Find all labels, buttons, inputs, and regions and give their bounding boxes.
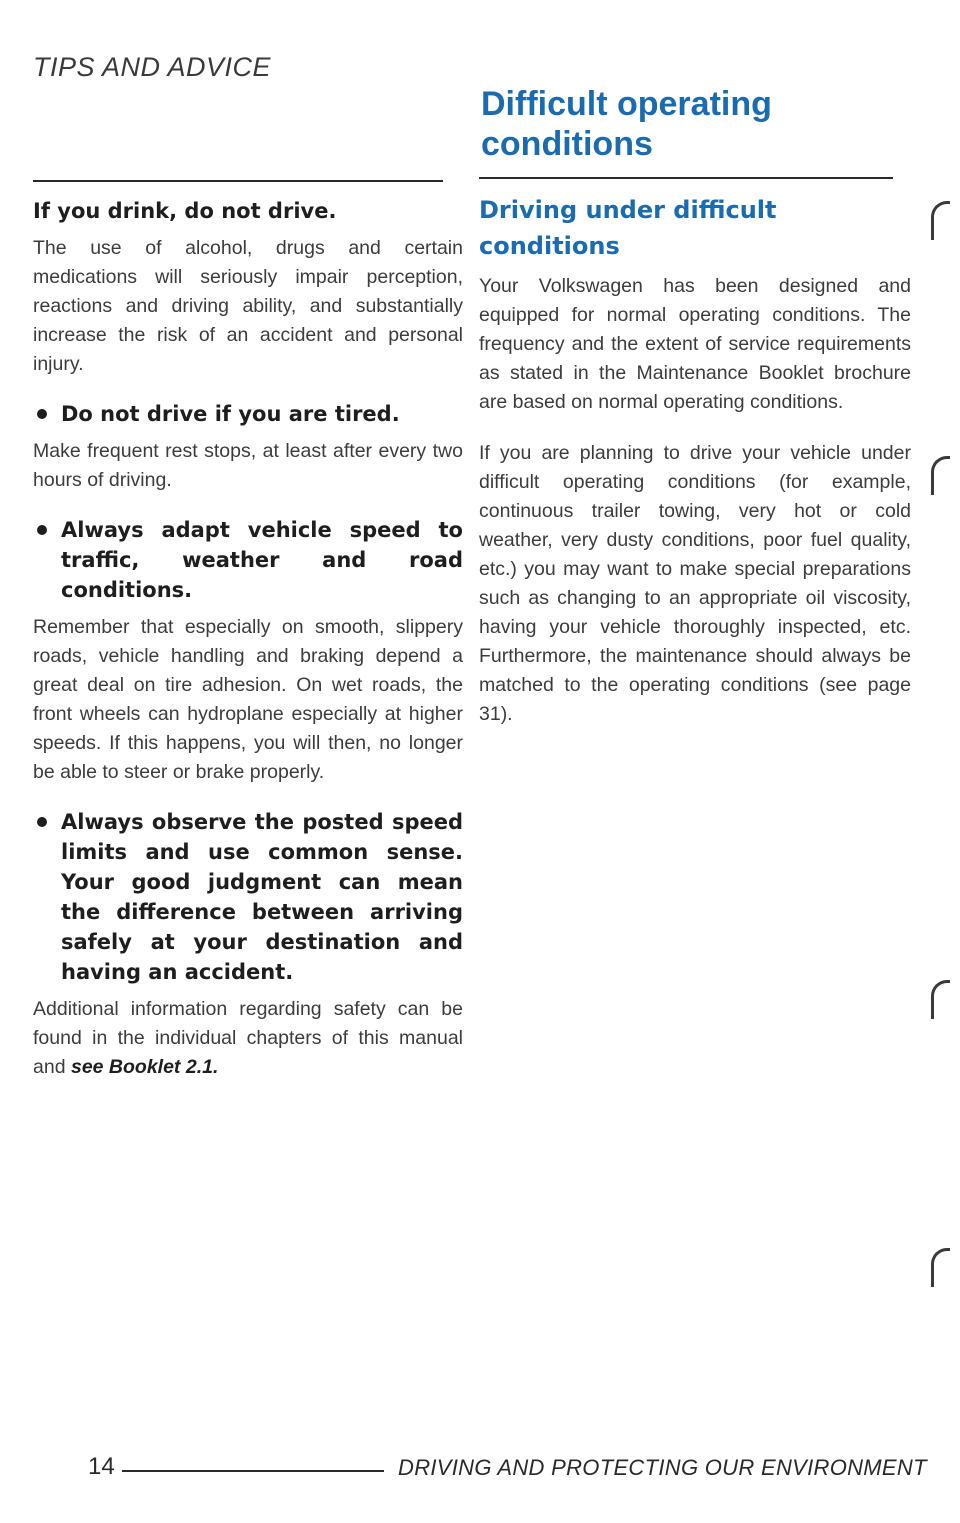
page-number: 14	[88, 1453, 115, 1480]
alcohol-paragraph: The use of alcohol, drugs and certain medications will seriously impair perception, reactions and driving ability, and substantially increase the risk of an accident and personal injury.	[33, 237, 463, 375]
margin-tab-mark	[931, 456, 950, 495]
rest-stops-paragraph: Make frequent rest stops, at least after every two hours of driving.	[33, 440, 463, 491]
right-header-rule	[479, 177, 893, 179]
section-subheading: Driving under difficult conditions	[479, 196, 777, 260]
section-label: TIPS AND ADVICE	[33, 52, 272, 82]
right-column	[479, 192, 911, 729]
bullet-icon	[37, 817, 47, 827]
page-title-line-2: conditions	[481, 125, 653, 163]
footer-rule	[122, 1470, 384, 1472]
chapter-title: DRIVING AND PROTECTING OUR ENVIRONMENT	[398, 1455, 927, 1480]
additional-info-paragraph	[33, 995, 463, 1082]
bullet-icon	[37, 409, 47, 419]
speed-bullet-heading: Always adapt vehicle speed to traffic, weather and road conditions.	[33, 515, 463, 605]
bullet-icon	[37, 525, 47, 535]
tired-bullet-heading: Do not drive if you are tired.	[33, 399, 463, 429]
margin-tab-mark	[931, 980, 950, 1019]
left-column	[33, 196, 463, 1082]
booklet-reference: see Booklet 2.1.	[70, 1056, 219, 1078]
difficult-conditions-paragraph: If you are planning to drive your vehicle under difficult operating conditions (for example, continuous trailer towing, very hot or cold weather, very dusty conditions, poor fuel quality, etc.) you may want to make special preparations such as changing to an appropriate oil viscosity, having your vehicle thoroughly inspected, etc. Furthermore, the maintenance should always be matched to the operating conditions (see page 31).	[479, 442, 911, 725]
speed-limits-bullet-heading: Always observe the posted speed limits and use common sense. Your good judgment can mean the difference between arriving safely at your destination and having an accident.	[33, 807, 463, 987]
design-paragraph: Your Volkswagen has been designed and equipped for normal operating conditions. The frequency and the extent of service requirements as stated in the Maintenance Booklet brochure are based on normal operating conditions.	[479, 275, 911, 413]
drink-drive-heading: If you drink, do not drive.	[33, 199, 337, 223]
margin-tab-mark	[931, 201, 950, 240]
left-header-rule	[33, 180, 443, 182]
page-title-line-1: Difficult operating	[481, 85, 772, 123]
additional-info-text: Additional information regarding safety can be found in the individual chapters of this manual and	[33, 998, 463, 1078]
road-conditions-paragraph: Remember that especially on smooth, slippery roads, vehicle handling and braking depend a great deal on tire adhesion. On wet roads, the front wheels can hydroplane especially at higher speeds. If this happens, you will then, no longer be able to steer or brake properly.	[33, 616, 463, 783]
page-title	[481, 84, 772, 164]
margin-tab-mark	[931, 1248, 950, 1287]
